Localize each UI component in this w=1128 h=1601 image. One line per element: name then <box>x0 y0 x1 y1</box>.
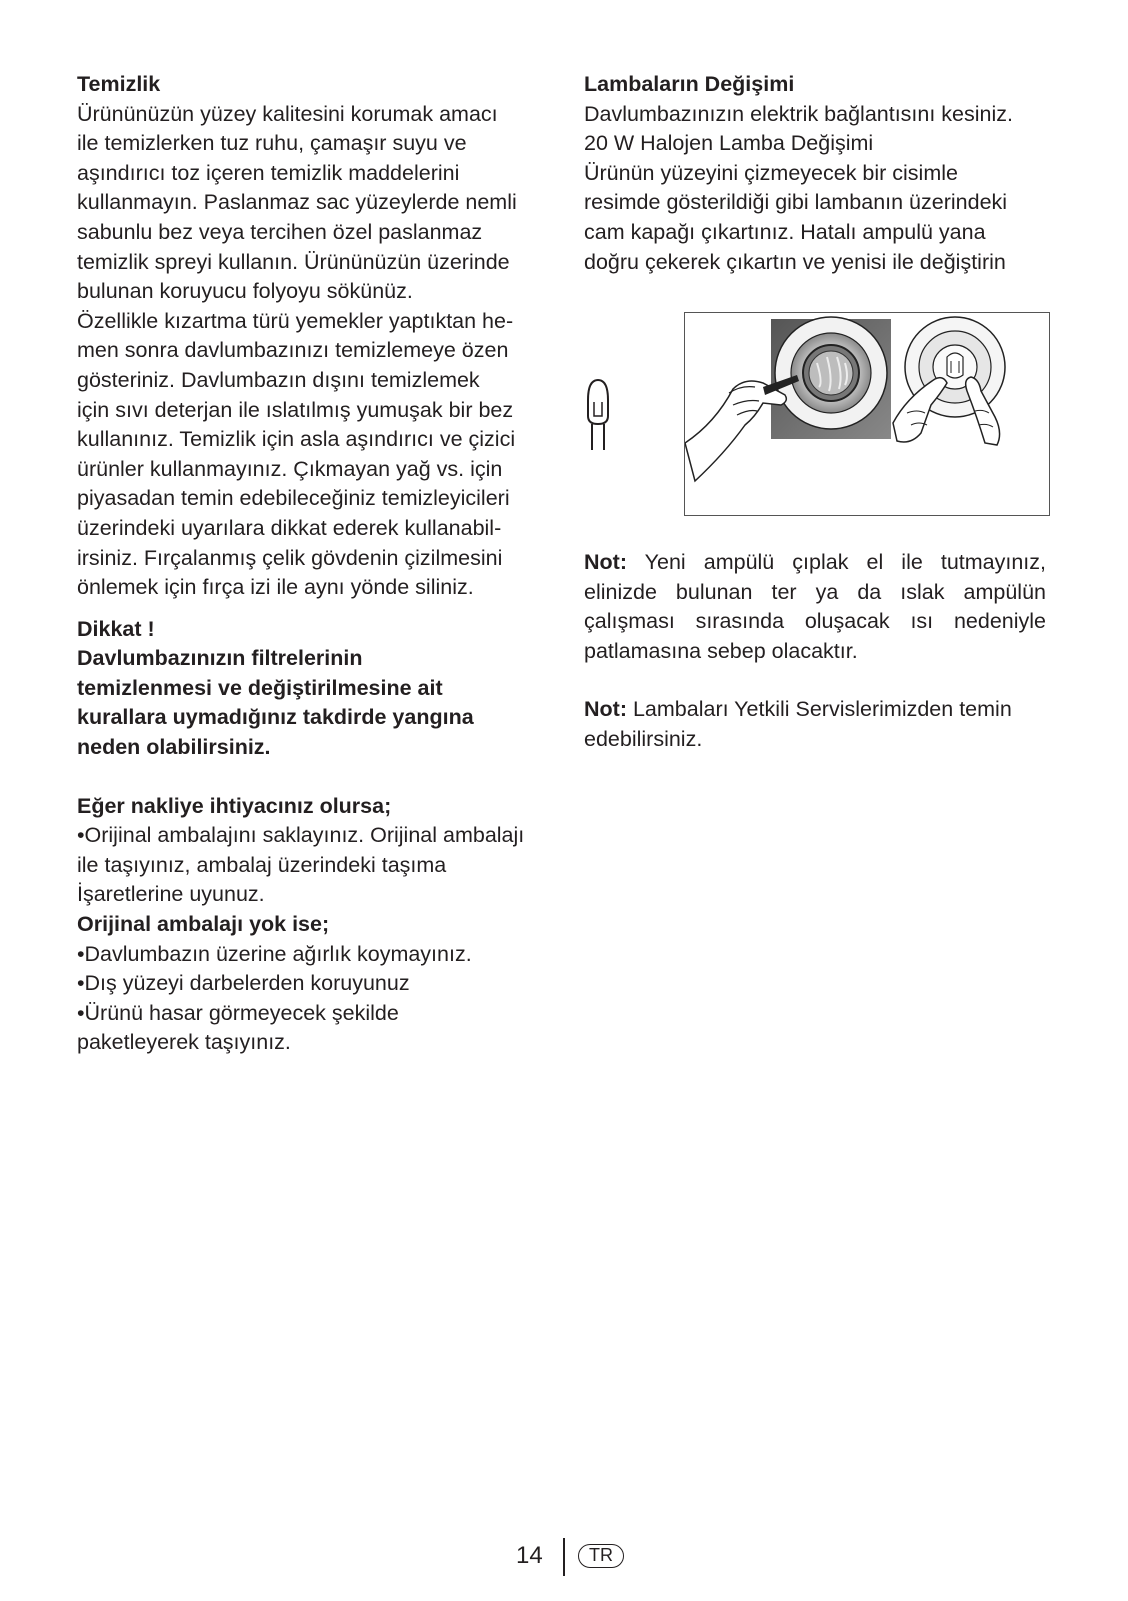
note-2-text: Lambaları Yetkili Servislerimizden temin edebilirsiniz. <box>584 697 1012 751</box>
text-line: önlemek için fırça izi ile aynı yönde siliniz. <box>77 575 474 600</box>
warning-block <box>77 615 557 763</box>
text-line: ile temizlerken tuz ruhu, çamaşır suyu ve <box>77 131 467 156</box>
text-line: gösteriniz. Davlumbazın dışını temizlemek <box>77 367 480 392</box>
notes <box>584 548 1046 755</box>
cleaning-title: Temizlik <box>77 72 161 96</box>
note-2-label: Not: <box>584 697 627 722</box>
text-line: irsiniz. Fırçalanmış çelik gövdenin çizilmesini <box>77 545 503 570</box>
warning-line: temizlenmesi ve değiştirilmesine ait <box>77 675 443 700</box>
page-footer <box>0 1538 1128 1578</box>
text-line: 20 W Halojen Lamba Değişimi <box>584 131 874 156</box>
warning-line: Davlumbazınızın filtrelerinin <box>77 646 363 671</box>
list-item: •Ürünü hasar görmeyecek şekilde <box>77 1000 399 1025</box>
transport-subtitle: Orijinal ambalajı yok ise; <box>77 912 330 937</box>
note-2 <box>584 695 1046 754</box>
transport-title: Eğer nakliye ihtiyacınız olursa; <box>77 793 392 818</box>
list-item: paketleyerek taşıyınız. <box>77 1030 291 1055</box>
text-line: için sıvı deterjan ile ıslatılmış yumuşak bir bez <box>77 397 514 422</box>
text-line: Ürününüzün yüzey kalitesini korumak amacı <box>77 101 498 126</box>
text-line: cam kapağı çıkartınız. Hatalı ampulü yana <box>584 219 986 244</box>
note-1-label: Not: <box>584 550 627 574</box>
text-line: resimde gösterildiği gibi lambanın üzerindeki <box>584 190 1008 215</box>
right-column <box>584 70 1046 277</box>
list-item: •Davlumbazın üzerine ağırlık koymayınız. <box>77 941 472 966</box>
halogen-bulb-icon <box>584 376 612 452</box>
warning-line: neden olabilirsiniz. <box>77 735 271 760</box>
text-line: piyasadan temin edebileceğiniz temizleyicileri <box>77 486 510 511</box>
note-1-text: Yeni ampülü çıplak el ile tutmayınız, elinizde bulunan ter ya da ıslak ampülün çalışması sırasında oluşacak ısı nedeniyle patlamasına sebep olacaktır. <box>584 550 1046 663</box>
text-line: üzerindeki uyarılara dikkat ederek kullanabil- <box>77 515 502 540</box>
left-column <box>77 70 557 1058</box>
text-line: bulunan koruyucu folyoyu sökünüz. <box>77 279 413 304</box>
note-1 <box>584 548 1046 666</box>
text-line: men sonra davlumbazınızı temizlemeye özen <box>77 338 509 363</box>
lamps-title: Lambaların Değişimi <box>584 72 795 96</box>
text-line: kullanmayın. Paslanmaz sac yüzeylerde nemli <box>77 190 517 215</box>
transport-line: İşaretlerine uyunuz. <box>77 882 265 907</box>
transport-line: ile taşıyınız, ambalaj üzerindeki taşıma <box>77 852 447 877</box>
text-line: temizlik spreyi kullanın. Ürününüzün üzerinde <box>77 249 510 274</box>
warning-title: Dikkat ! <box>77 616 155 641</box>
text-line: doğru çekerek çıkartın ve yenisi ile değiştirin <box>584 249 1006 274</box>
text-line: kullanınız. Temizlik için asla aşındırıcı ve çizici <box>77 427 516 452</box>
text-line: sabunlu bez veya tercihen özel paslanmaz <box>77 219 483 244</box>
lamp-removal-drawing <box>685 313 1048 514</box>
transport-line: •Orijinal ambalajını saklayınız. Orijinal ambalajı <box>77 823 525 848</box>
warning-line: kurallara uymadığınız takdirde yangına <box>77 705 474 730</box>
lamp-replacement-illustration <box>684 312 1050 516</box>
text-line: Davlumbazınızın elektrik bağlantısını kesiniz. <box>584 101 1014 126</box>
cleaning-paragraph <box>77 100 557 603</box>
page-number: 14 <box>516 1542 543 1569</box>
language-badge: TR <box>578 1544 624 1568</box>
text-line: Ürünün yüzeyini çizmeyecek bir cisimle <box>584 160 958 185</box>
list-item: •Dış yüzeyi darbelerden koruyunuz <box>77 971 410 996</box>
footer-divider <box>563 1538 565 1576</box>
text-line: ürünler kullanmayınız. Çıkmayan yağ vs. için <box>77 456 503 481</box>
text-line: Özellikle kızartma türü yemekler yaptıktan he- <box>77 308 514 333</box>
text-line: aşındırıcı toz içeren temizlik maddelerini <box>77 160 460 185</box>
